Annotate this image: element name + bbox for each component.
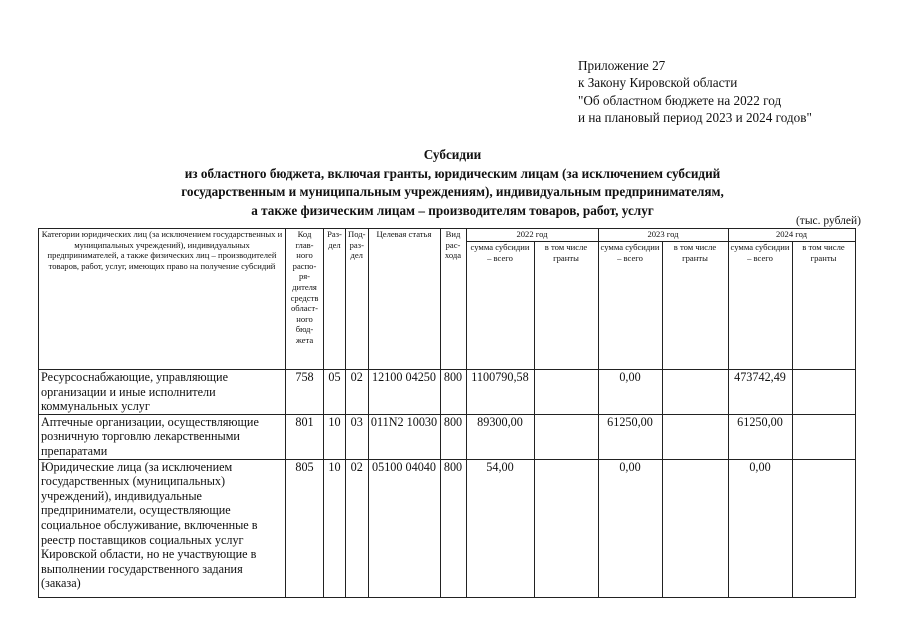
header-total-2024: сумма субсидии – всего <box>728 242 792 370</box>
row-grants-2022 <box>534 414 598 459</box>
row-category: Ресурсоснабжающие, управляющие организации и иные исполнители коммунальных услуг <box>39 370 286 415</box>
header-total-2023: сумма субсидии – всего <box>598 242 662 370</box>
header-year-2024: 2024 год <box>728 229 855 242</box>
row-code: 801 <box>286 414 324 459</box>
header-grants-2024: в том числе гранты <box>792 242 855 370</box>
row-total-2022: 54,00 <box>466 459 534 597</box>
row-grants-2023 <box>662 414 728 459</box>
row-type: 800 <box>440 414 466 459</box>
row-target: 011N2 10030 <box>368 414 440 459</box>
header-row-years <box>39 229 856 242</box>
row-grants-2022 <box>534 370 598 415</box>
title-line: из областного бюджета, включая гранты, юридическим лицам (за исключением субсидий <box>184 165 721 181</box>
header-subsection: Под-раз-дел <box>346 229 369 370</box>
header-year-2022: 2022 год <box>466 229 598 242</box>
row-target: 05100 04040 <box>368 459 440 597</box>
table-row <box>39 459 856 597</box>
appendix-line: "Об областном бюджете на 2022 год <box>578 92 782 108</box>
row-grants-2024 <box>792 414 855 459</box>
row-section: 10 <box>324 459 346 597</box>
row-code: 805 <box>286 459 324 597</box>
header-type: Вид рас-хода <box>440 229 466 370</box>
header-target: Целевая статья <box>368 229 440 370</box>
row-grants-2024 <box>792 459 855 597</box>
row-grants-2023 <box>662 459 728 597</box>
row-total-2024: 473742,49 <box>728 370 792 415</box>
row-subsection: 03 <box>346 414 369 459</box>
header-year-2023: 2023 год <box>598 229 728 242</box>
row-total-2023: 61250,00 <box>598 414 662 459</box>
row-type: 800 <box>440 459 466 597</box>
title-line: государственным и муниципальным учреждениям), индивидуальным предпринимателям, <box>181 184 724 199</box>
row-subsection: 02 <box>346 370 369 415</box>
title-line: а также физическим лицам – производителям товаров, работ, услуг <box>251 202 654 218</box>
header-total-2022: сумма субсидии – всего <box>466 242 534 370</box>
table-row <box>39 370 856 415</box>
appendix-line: к Закону Кировской области <box>578 75 738 91</box>
row-section: 10 <box>324 414 346 459</box>
appendix-reference <box>578 57 812 126</box>
row-total-2023: 0,00 <box>598 370 662 415</box>
row-total-2024: 61250,00 <box>728 414 792 459</box>
row-total-2023: 0,00 <box>598 459 662 597</box>
table-row <box>39 414 856 459</box>
row-subsection: 02 <box>346 459 369 597</box>
header-code: Код глав-ного распо-ря-дителя средств област-ного бюд-жета <box>286 229 324 370</box>
header-grants-2022: в том числе гранты <box>534 242 598 370</box>
subsidies-table <box>38 228 856 598</box>
title-main: Субсидии <box>423 147 482 162</box>
header-grants-2023: в том числе гранты <box>662 242 728 370</box>
row-total-2024: 0,00 <box>728 459 792 597</box>
row-grants-2022 <box>534 459 598 597</box>
row-section: 05 <box>324 370 346 415</box>
row-total-2022: 89300,00 <box>466 414 534 459</box>
document-title <box>0 146 905 220</box>
row-grants-2024 <box>792 370 855 415</box>
row-category: Юридические лица (за исключением государственных (муниципальных) учреждений), индивидуальные предприниматели, осуществляющие социальное обслуживание, включенные в реестр поставщиков социальных услуг Кировской области, но не участвующие в выполнении государственного задания (заказа) <box>39 459 286 597</box>
appendix-line: Приложение 27 <box>578 58 666 73</box>
row-type: 800 <box>440 370 466 415</box>
row-category: Аптечные организации, осуществляющие розничную торговлю лекарственными препаратами <box>39 414 286 459</box>
unit-note: (тыс. рублей) <box>795 215 861 227</box>
appendix-line: и на плановый период 2023 и 2024 годов" <box>578 109 812 125</box>
row-target: 12100 04250 <box>368 370 440 415</box>
row-total-2022: 1100790,58 <box>466 370 534 415</box>
row-grants-2023 <box>662 370 728 415</box>
header-category: Категории юридических лиц (за исключением государственных и муниципальных учреждений), индивидуальных предпринимателей, а также физических лиц – производителей товаров, работ, услуг, имеющих право на получение субсидий <box>39 229 286 370</box>
header-section: Раз-дел <box>324 229 346 370</box>
row-code: 758 <box>286 370 324 415</box>
